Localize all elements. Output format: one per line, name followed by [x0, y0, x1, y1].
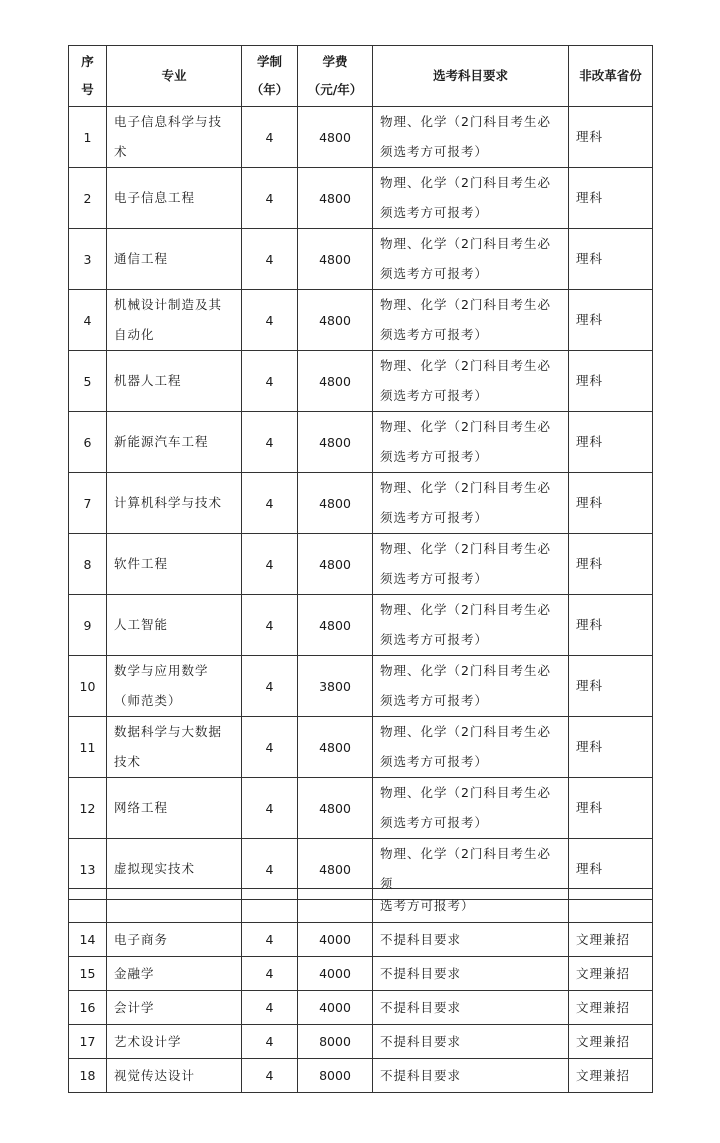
header-province: 非改革省份: [569, 46, 653, 107]
cell-requirement: 物理、化学（2门科目考生必须选考方可报考）: [373, 778, 569, 839]
cell-years: 4: [242, 778, 298, 839]
cell-requirement: 物理、化学（2门科目考生必须选考方可报考）: [373, 229, 569, 290]
cell-years: 4: [242, 839, 298, 900]
cell-no: 16: [69, 991, 107, 1025]
cell-fee: 4800: [298, 778, 373, 839]
header-fee: 学费 （元/年）: [298, 46, 373, 107]
cell-major: 机器人工程: [107, 351, 242, 412]
cell-fee: 4800: [298, 717, 373, 778]
cell-years: [242, 889, 298, 923]
table-row: [69, 923, 653, 957]
cell-fee: 4800: [298, 534, 373, 595]
cell-fee: 3800: [298, 656, 373, 717]
header-row: [69, 46, 653, 107]
cell-no: 13: [69, 839, 107, 900]
table-row: [69, 717, 653, 778]
cell-major: 软件工程: [107, 534, 242, 595]
cell-major: 网络工程: [107, 778, 242, 839]
cell-major: 金融学: [107, 957, 242, 991]
cell-years: 4: [242, 107, 298, 168]
cell-no: 8: [69, 534, 107, 595]
cell-requirement: 不提科目要求: [373, 991, 569, 1025]
cell-years: 4: [242, 656, 298, 717]
cell-requirement: 物理、化学（2门科目考生必须选考方可报考）: [373, 351, 569, 412]
continuation-row: [69, 889, 653, 923]
cell-province: 文理兼招: [569, 1059, 653, 1093]
cell-major: 人工智能: [107, 595, 242, 656]
cell-province: 理科: [569, 534, 653, 595]
cell-no: 9: [69, 595, 107, 656]
cell-major: 艺术设计学: [107, 1025, 242, 1059]
cell-years: 4: [242, 1059, 298, 1093]
cell-fee: 4800: [298, 595, 373, 656]
cell-no: 5: [69, 351, 107, 412]
cell-years: 4: [242, 168, 298, 229]
cell-requirement: 不提科目要求: [373, 1025, 569, 1059]
cell-province: 文理兼招: [569, 1025, 653, 1059]
cell-fee: 8000: [298, 1059, 373, 1093]
cell-fee: 4800: [298, 412, 373, 473]
cell-no: [69, 889, 107, 923]
cell-no: 18: [69, 1059, 107, 1093]
cell-years: 4: [242, 412, 298, 473]
cell-no: 11: [69, 717, 107, 778]
cell-major: 虚拟现实技术: [107, 839, 242, 900]
table-row: [69, 957, 653, 991]
cell-years: 4: [242, 351, 298, 412]
cell-requirement: 物理、化学（2门科目考生必须选考方可报考）: [373, 290, 569, 351]
cell-fee: [298, 889, 373, 923]
cell-no: 7: [69, 473, 107, 534]
cell-requirement: 选考方可报考）: [373, 889, 569, 923]
cell-requirement: 物理、化学（2门科目考生必须选考方可报考）: [373, 473, 569, 534]
cell-years: 4: [242, 923, 298, 957]
cell-province: 文理兼招: [569, 957, 653, 991]
header-major: 专业: [107, 46, 242, 107]
table-row: [69, 107, 653, 168]
table-row: [69, 534, 653, 595]
cell-province: 理科: [569, 595, 653, 656]
cell-fee: 8000: [298, 1025, 373, 1059]
cell-years: 4: [242, 991, 298, 1025]
cell-requirement: 物理、化学（2门科目考生必须选考方可报考）: [373, 534, 569, 595]
cell-requirement: 不提科目要求: [373, 1059, 569, 1093]
cell-province: 理科: [569, 351, 653, 412]
cell-requirement: 物理、化学（2门科目考生必须选考方可报考）: [373, 107, 569, 168]
cell-requirement: 不提科目要求: [373, 923, 569, 957]
table-row: [69, 1025, 653, 1059]
cell-no: 14: [69, 923, 107, 957]
cell-no: 15: [69, 957, 107, 991]
cell-fee: 4800: [298, 473, 373, 534]
cell-province: 理科: [569, 473, 653, 534]
table-row: [69, 412, 653, 473]
table-row: [69, 991, 653, 1025]
cell-province: 文理兼招: [569, 991, 653, 1025]
cell-fee: 4000: [298, 991, 373, 1025]
cell-province: 理科: [569, 168, 653, 229]
table-row: [69, 229, 653, 290]
table-row: [69, 168, 653, 229]
cell-no: 4: [69, 290, 107, 351]
cell-no: 3: [69, 229, 107, 290]
cell-no: 6: [69, 412, 107, 473]
cell-fee: 4800: [298, 168, 373, 229]
cell-province: 理科: [569, 107, 653, 168]
cell-major: 会计学: [107, 991, 242, 1025]
cell-requirement: 物理、化学（2门科目考生必须: [373, 839, 569, 900]
majors-table: [68, 45, 653, 900]
cell-province: 理科: [569, 229, 653, 290]
cell-major: 电子信息工程: [107, 168, 242, 229]
cell-years: 4: [242, 717, 298, 778]
cell-years: 4: [242, 534, 298, 595]
cell-fee: 4000: [298, 957, 373, 991]
cell-major: 电子商务: [107, 923, 242, 957]
cell-requirement: 物理、化学（2门科目考生必须选考方可报考）: [373, 412, 569, 473]
cell-fee: 4000: [298, 923, 373, 957]
table-row: [69, 473, 653, 534]
cell-no: 1: [69, 107, 107, 168]
cell-requirement: 物理、化学（2门科目考生必须选考方可报考）: [373, 595, 569, 656]
table-row: [69, 290, 653, 351]
cell-province: 理科: [569, 778, 653, 839]
cell-years: 4: [242, 1025, 298, 1059]
cell-years: 4: [242, 290, 298, 351]
table-row: [69, 1059, 653, 1093]
table-row: [69, 351, 653, 412]
cell-years: 4: [242, 595, 298, 656]
header-no: 序 号: [69, 46, 107, 107]
cell-province: 理科: [569, 717, 653, 778]
table-row: [69, 778, 653, 839]
header-years: 学制 （年）: [242, 46, 298, 107]
cell-no: 2: [69, 168, 107, 229]
table-row: [69, 656, 653, 717]
cell-major: 数学与应用数学（师范类）: [107, 656, 242, 717]
cell-major: 电子信息科学与技术: [107, 107, 242, 168]
cell-years: 4: [242, 957, 298, 991]
cell-fee: 4800: [298, 229, 373, 290]
cell-requirement: 物理、化学（2门科目考生必须选考方可报考）: [373, 168, 569, 229]
cell-major: [107, 889, 242, 923]
cell-requirement: 不提科目要求: [373, 957, 569, 991]
cell-major: 机械设计制造及其自动化: [107, 290, 242, 351]
cell-requirement: 物理、化学（2门科目考生必须选考方可报考）: [373, 717, 569, 778]
cell-no: 10: [69, 656, 107, 717]
cell-no: 12: [69, 778, 107, 839]
cell-major: 通信工程: [107, 229, 242, 290]
cell-requirement: 物理、化学（2门科目考生必须选考方可报考）: [373, 656, 569, 717]
majors-table-continued: [68, 888, 653, 1093]
cell-province: 理科: [569, 290, 653, 351]
cell-fee: 4800: [298, 351, 373, 412]
cell-fee: 4800: [298, 290, 373, 351]
cell-province: 理科: [569, 412, 653, 473]
cell-years: 4: [242, 473, 298, 534]
cell-major: 数据科学与大数据技术: [107, 717, 242, 778]
cell-fee: 4800: [298, 839, 373, 900]
cell-province: 文理兼招: [569, 923, 653, 957]
table-row: [69, 595, 653, 656]
cell-years: 4: [242, 229, 298, 290]
cell-major: 视觉传达设计: [107, 1059, 242, 1093]
cell-no: 17: [69, 1025, 107, 1059]
cell-province: 理科: [569, 839, 653, 900]
cell-province: [569, 889, 653, 923]
cell-major: 新能源汽车工程: [107, 412, 242, 473]
cell-province: 理科: [569, 656, 653, 717]
cell-major: 计算机科学与技术: [107, 473, 242, 534]
cell-fee: 4800: [298, 107, 373, 168]
header-requirement: 选考科目要求: [373, 46, 569, 107]
